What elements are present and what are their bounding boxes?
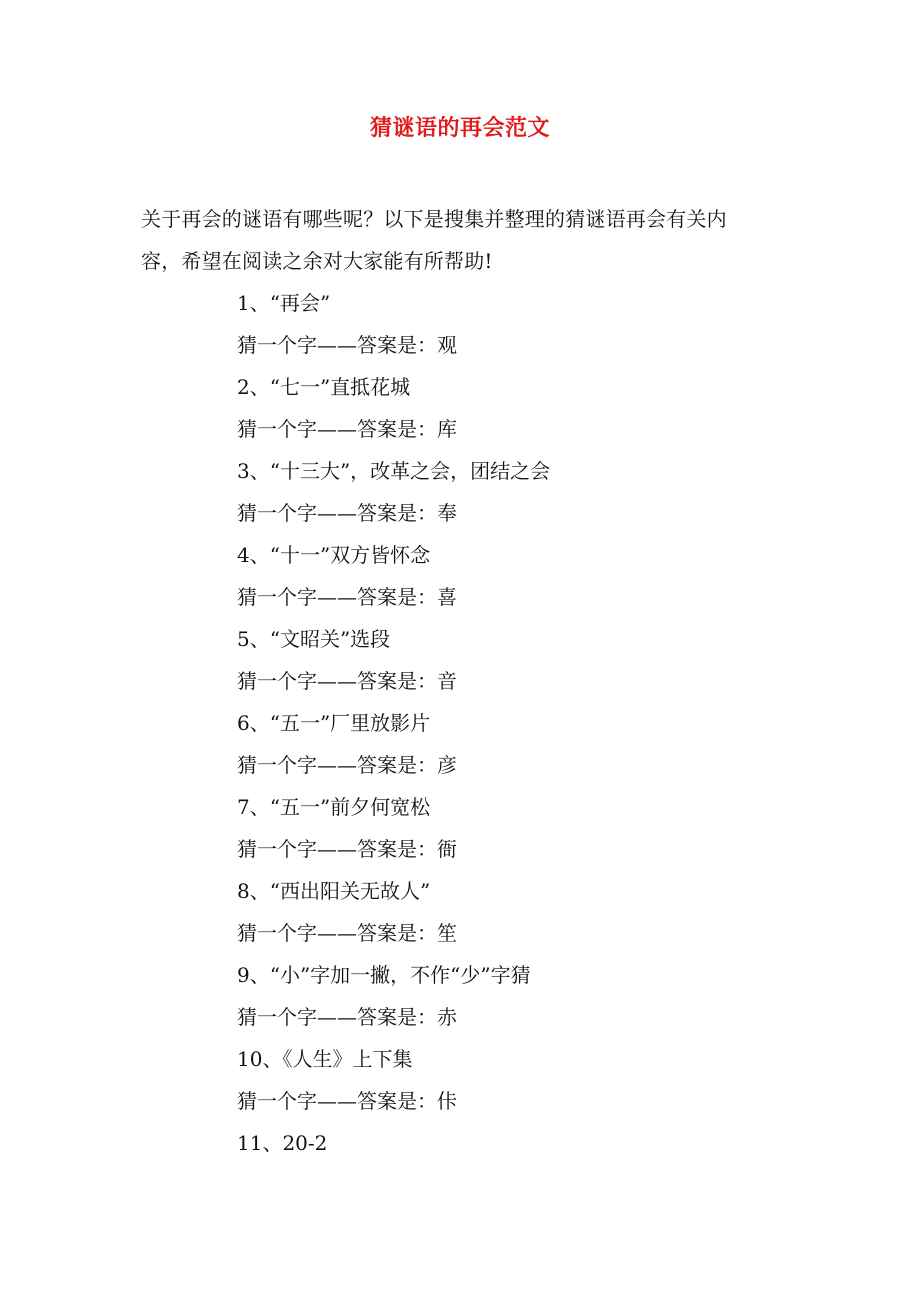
riddle-question: 10、《人生》上下集 — [237, 1047, 413, 1071]
intro-line: 容，希望在阅读之余对大家能有所帮助! — [141, 249, 493, 273]
riddle-question: 11、20-2 — [237, 1131, 328, 1155]
riddle-answer: 猜一个字——答案是：笙 — [237, 921, 457, 945]
riddle-answer: 猜一个字——答案是：观 — [237, 333, 457, 357]
riddle-question: 8、“西出阳关无故人” — [237, 879, 431, 903]
riddle-answer: 猜一个字——答案是：彦 — [237, 753, 457, 777]
riddle-answer: 猜一个字——答案是：佧 — [237, 1089, 457, 1113]
riddle-answer: 猜一个字——答案是：音 — [237, 669, 457, 693]
riddle-answer: 猜一个字——答案是：奉 — [237, 501, 457, 525]
intro-paragraph — [141, 198, 781, 282]
page-title: 猜谜语的再会范文 — [369, 115, 550, 141]
riddle-question: 2、“七一”直抵花城 — [237, 375, 411, 399]
riddle-answer: 猜一个字——答案是：库 — [237, 417, 457, 441]
intro-line: 关于再会的谜语有哪些呢？以下是搜集并整理的猜谜语再会有关内 — [141, 207, 727, 231]
riddle-question: 7、“五一”前夕何宽松 — [237, 795, 431, 819]
riddle-question: 3、“十三大”，改革之会，团结之会 — [237, 459, 551, 483]
riddle-question: 4、“十一”双方皆怀念 — [237, 543, 431, 567]
riddle-list — [237, 282, 797, 1164]
riddle-question: 5、“文昭关”选段 — [237, 627, 391, 651]
riddle-answer: 猜一个字——答案是：衙 — [237, 837, 457, 861]
riddle-answer: 猜一个字——答案是：赤 — [237, 1005, 457, 1029]
riddle-question: 6、“五一”厂里放影片 — [237, 711, 431, 735]
riddle-question: 1、“再会” — [237, 291, 331, 315]
riddle-answer: 猜一个字——答案是：喜 — [237, 585, 457, 609]
riddle-question: 9、“小”字加一撇，不作“少”字猜 — [237, 963, 531, 987]
